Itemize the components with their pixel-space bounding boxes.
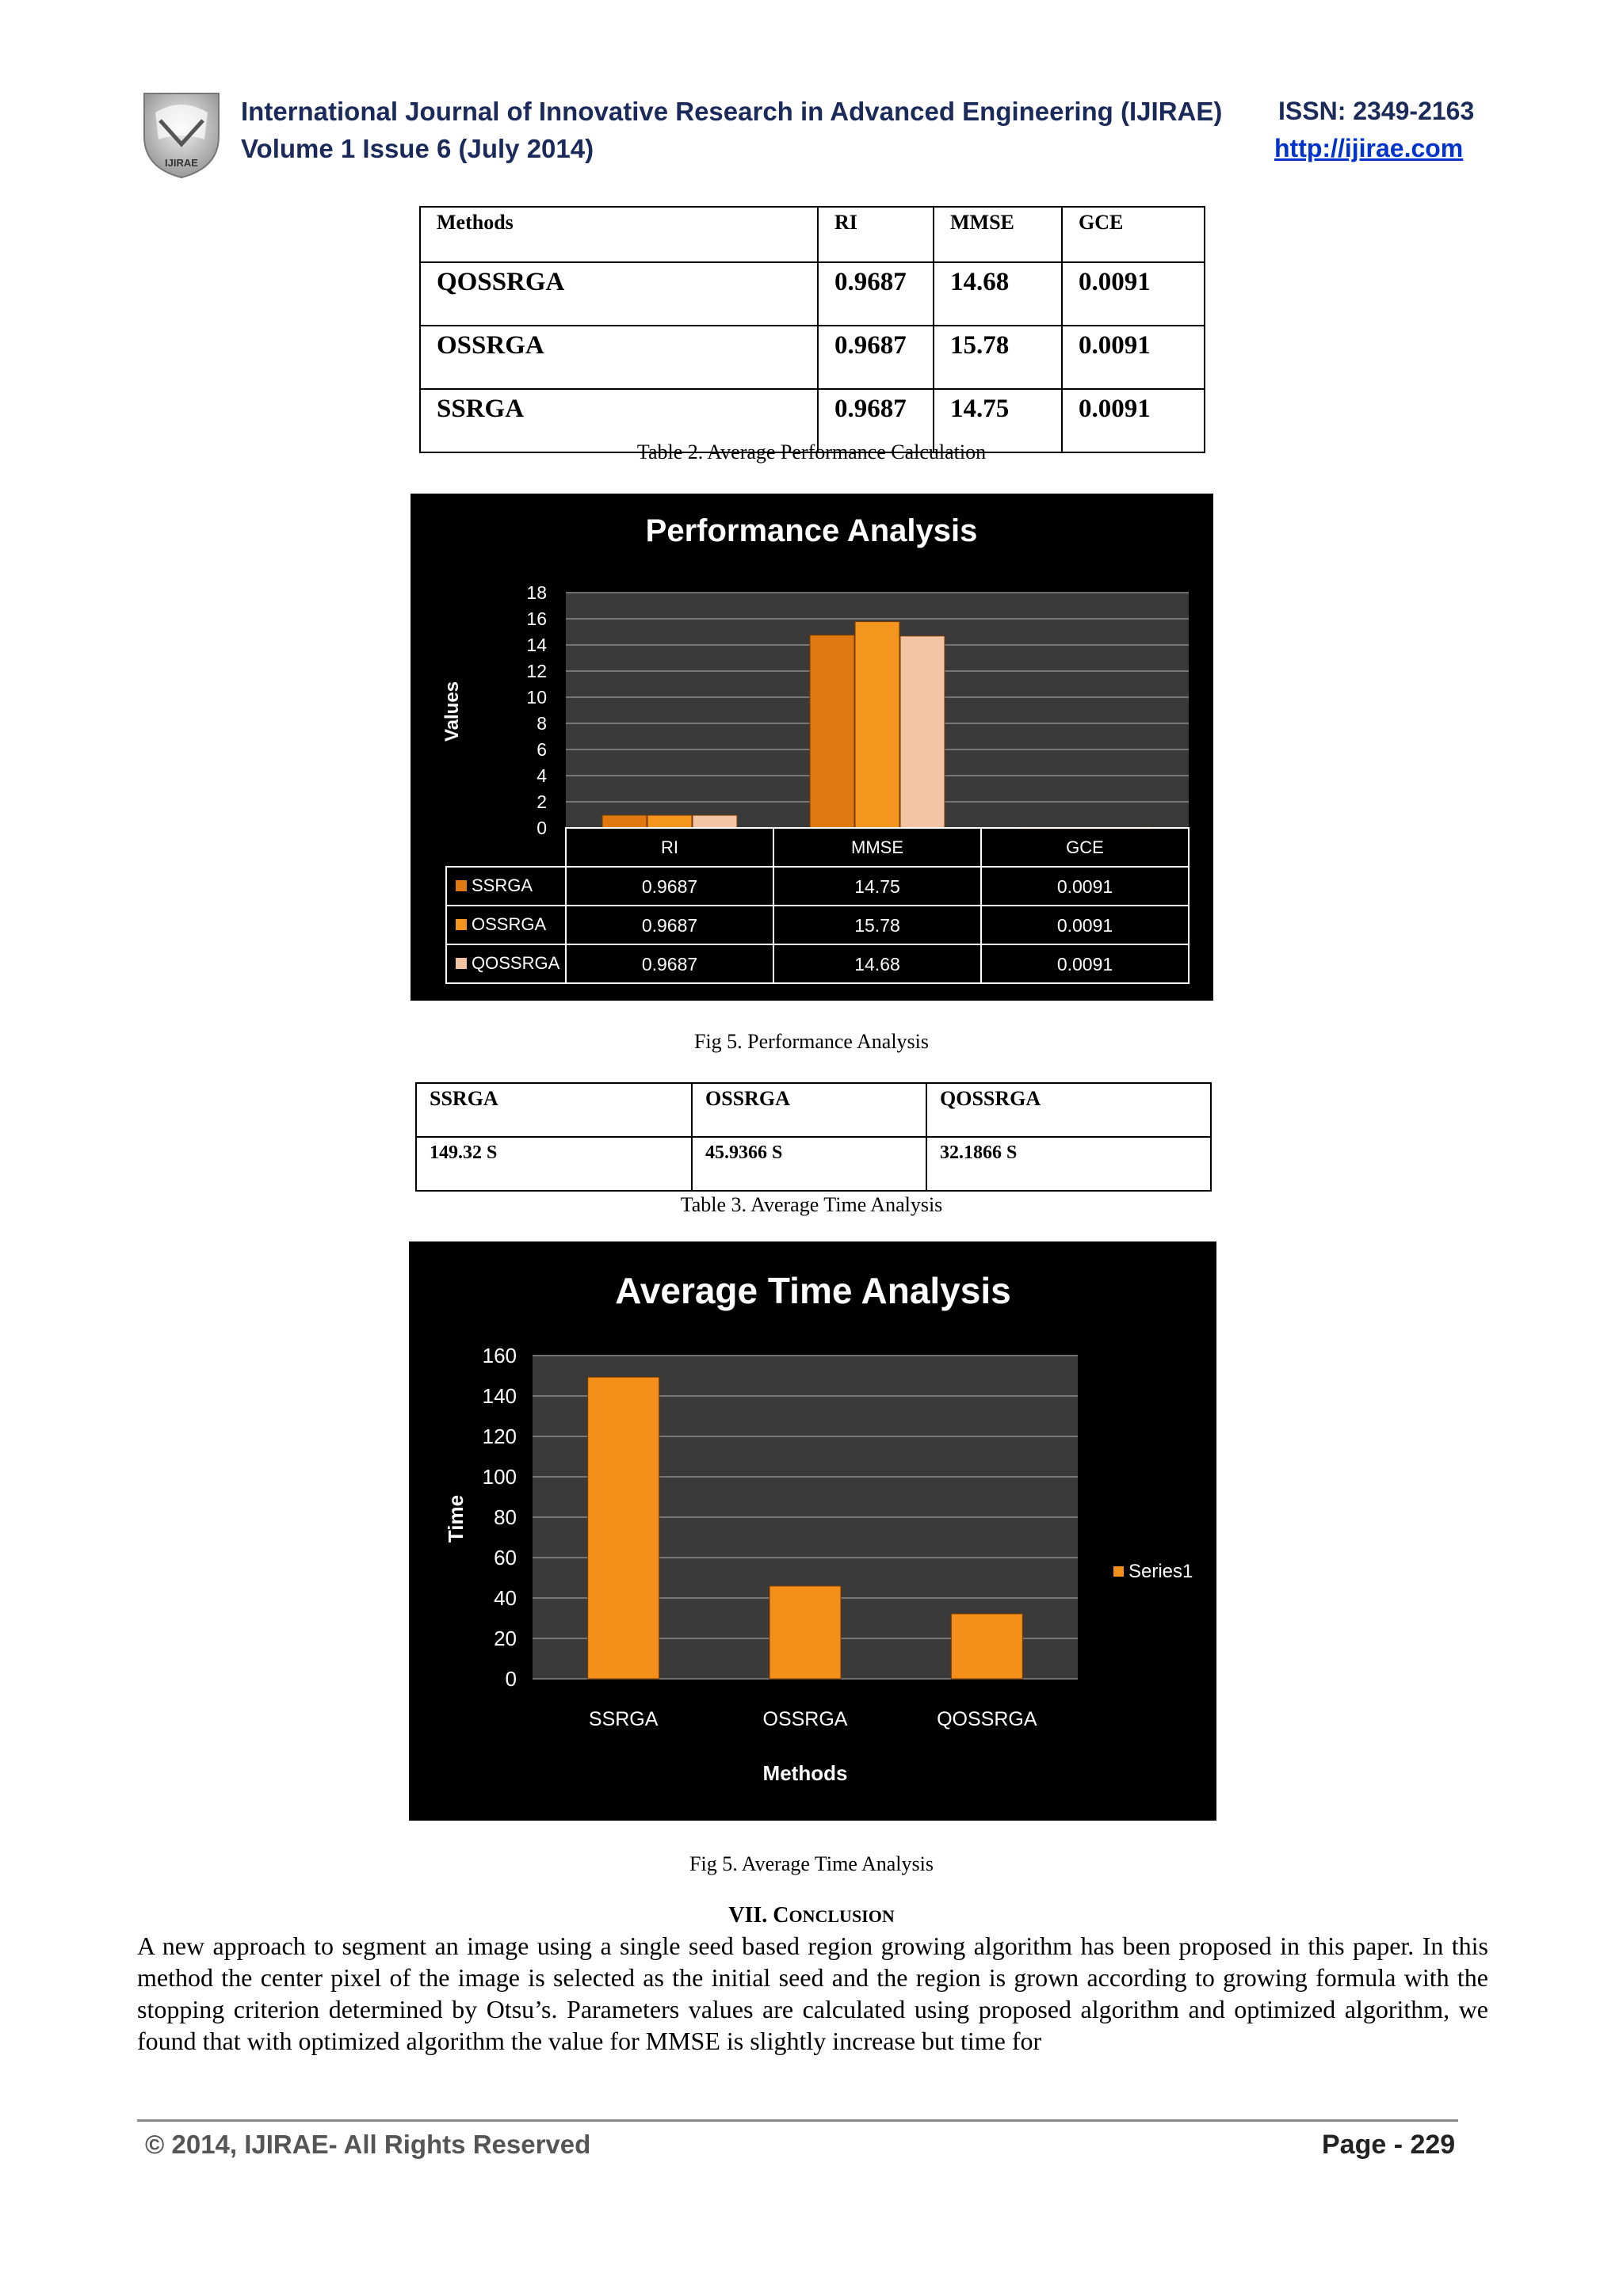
table-cell: 14.75 <box>934 389 1062 452</box>
journal-issn: ISSN: 2349-2163 <box>1278 97 1475 125</box>
data-table-value: 0.9687 <box>641 915 698 936</box>
chart-title: Performance Analysis <box>645 513 978 548</box>
y-tick-label: 16 <box>526 608 547 629</box>
legend-swatch-qossrga <box>456 958 467 969</box>
footer-divider <box>137 2119 1458 2122</box>
data-table-value: 0.0091 <box>1056 915 1113 936</box>
y-tick-label: 40 <box>494 1586 517 1610</box>
table-cell: 0.9687 <box>818 326 934 389</box>
data-table-value: 0.0091 <box>1056 876 1113 897</box>
fig5-caption: Fig 5. Performance Analysis <box>693 1030 930 1053</box>
bar-ossrga <box>769 1586 841 1679</box>
legend-swatch-ssrga <box>456 880 467 891</box>
data-table-value: 0.0091 <box>1056 954 1113 974</box>
table-header-cell: QOSSRGA <box>926 1083 1211 1137</box>
y-tick-label: 8 <box>537 713 547 734</box>
table2-caption: Table 2. Average Performance Calculation <box>636 441 987 463</box>
data-table-value: 15.78 <box>854 915 900 936</box>
bar-ssrga <box>602 815 647 828</box>
table-cell: QOSSRGA <box>420 262 818 326</box>
data-table-value: 14.68 <box>854 954 900 974</box>
y-tick-label: 0 <box>537 818 547 838</box>
journal-title: International Journal of Innovative Research in Advanced Engineering (IJIRAE) <box>241 97 1223 126</box>
y-axis-label: Values <box>441 681 463 742</box>
bar-ssrga <box>810 635 854 828</box>
time-table <box>415 1082 1212 1192</box>
section-heading <box>0 1903 1623 1928</box>
legend-label: OSSRGA <box>472 914 547 934</box>
y-tick-label: 2 <box>537 791 547 812</box>
bar-qossrga <box>900 636 945 828</box>
y-tick-label: 80 <box>494 1505 517 1529</box>
legend-label: QOSSRGA <box>472 953 560 973</box>
x-category-label: MMSE <box>851 837 903 857</box>
page-number: Page - 229 <box>1322 2130 1456 2160</box>
y-tick-label: 10 <box>526 687 547 707</box>
table-row <box>416 1137 1211 1191</box>
legend-label: SSRGA <box>472 875 533 895</box>
table-cell: 0.9687 <box>818 389 934 452</box>
fig5-time-caption: Fig 5. Average Time Analysis <box>689 1852 934 1875</box>
x-category-label: GCE <box>1066 837 1104 857</box>
table-header-row <box>416 1083 1211 1137</box>
table-cell: 45.9366 S <box>692 1137 926 1191</box>
x-category-label: OSSRGA <box>762 1708 848 1730</box>
y-tick-label: 18 <box>526 582 547 603</box>
legend-swatch-series1 <box>1113 1566 1124 1577</box>
table-header-cell: MMSE <box>934 207 1062 262</box>
table-cell: 14.68 <box>934 262 1062 326</box>
bar-ssrga <box>588 1377 659 1679</box>
table-cell: 32.1866 S <box>926 1137 1211 1191</box>
performance-table <box>419 206 1205 453</box>
y-tick-label: 6 <box>537 739 547 760</box>
section-first-letter: C <box>773 1903 789 1928</box>
y-tick-label: 12 <box>526 661 547 681</box>
section-rest: ONCLUSION <box>789 1906 895 1926</box>
table-cell: SSRGA <box>420 389 818 452</box>
table-header-cell: RI <box>818 207 934 262</box>
table-cell: 0.0091 <box>1062 326 1205 389</box>
journal-logo <box>136 89 227 179</box>
y-tick-label: 0 <box>505 1667 517 1691</box>
y-tick-label: 4 <box>537 765 547 786</box>
time-chart <box>409 1241 1216 1821</box>
table-cell: 0.0091 <box>1062 262 1205 326</box>
legend-label: Series1 <box>1128 1561 1193 1582</box>
y-axis-label: Time <box>444 1494 468 1543</box>
data-table-value: 14.75 <box>854 876 900 897</box>
data-table-value: 0.9687 <box>641 954 698 974</box>
data-table-value: 0.9687 <box>641 876 698 897</box>
table-header-cell: GCE <box>1062 207 1205 262</box>
table-header-cell: Methods <box>420 207 818 262</box>
chart-title: Average Time Analysis <box>615 1270 1011 1311</box>
x-category-label: QOSSRGA <box>937 1708 1037 1730</box>
table-cell: 149.32 S <box>416 1137 692 1191</box>
table-cell: OSSRGA <box>420 326 818 389</box>
table-header-row <box>420 207 1205 262</box>
x-axis-label: Methods <box>762 1761 848 1785</box>
section-number: VII. <box>728 1903 773 1928</box>
logo-text: IJIRAE <box>165 157 198 169</box>
table-row <box>420 262 1205 326</box>
table-header-cell: OSSRGA <box>692 1083 926 1137</box>
conclusion-paragraph: A new approach to segment an image using a single seed based region growing algorithm has been proposed in this paper. In this method the center pixel of the image is selected as the initial seed and the region is grown according to growing formula with the stopping criterion determined by Otsu’s. Parameters values are calculated using proposed algorithm and optimized algorithm, we found that with optimized algorithm the value for MMSE is slightly increase but time for <box>137 1932 1488 2055</box>
y-tick-label: 20 <box>494 1627 517 1650</box>
y-tick-label: 100 <box>482 1465 517 1489</box>
performance-chart <box>411 494 1213 1001</box>
bar-ossrga <box>855 622 899 828</box>
table-cell: 0.0091 <box>1062 389 1205 452</box>
bar-qossrga <box>693 815 737 828</box>
table-cell: 15.78 <box>934 326 1062 389</box>
copyright: © 2014, IJIRAE- All Rights Reserved <box>145 2130 591 2159</box>
y-tick-label: 160 <box>482 1344 517 1367</box>
table3-caption: Table 3. Average Time Analysis <box>680 1193 943 1216</box>
legend-swatch-ossrga <box>456 919 467 930</box>
table-cell: 0.9687 <box>818 262 934 326</box>
y-tick-label: 60 <box>494 1546 517 1569</box>
x-category-label: RI <box>661 837 678 857</box>
x-category-label: SSRGA <box>588 1708 659 1730</box>
journal-volume: Volume 1 Issue 6 (July 2014) <box>241 134 594 163</box>
table-header-cell: SSRGA <box>416 1083 692 1137</box>
bar-qossrga <box>951 1614 1022 1679</box>
bar-ossrga <box>647 815 692 828</box>
journal-link[interactable]: http://ijirae.com <box>1274 134 1464 162</box>
y-tick-label: 14 <box>526 635 547 655</box>
y-tick-label: 120 <box>482 1425 517 1448</box>
y-tick-label: 140 <box>482 1384 517 1408</box>
performance-chart-svg <box>411 494 1213 1001</box>
table-row <box>420 326 1205 389</box>
time-chart-svg <box>409 1241 1216 1821</box>
